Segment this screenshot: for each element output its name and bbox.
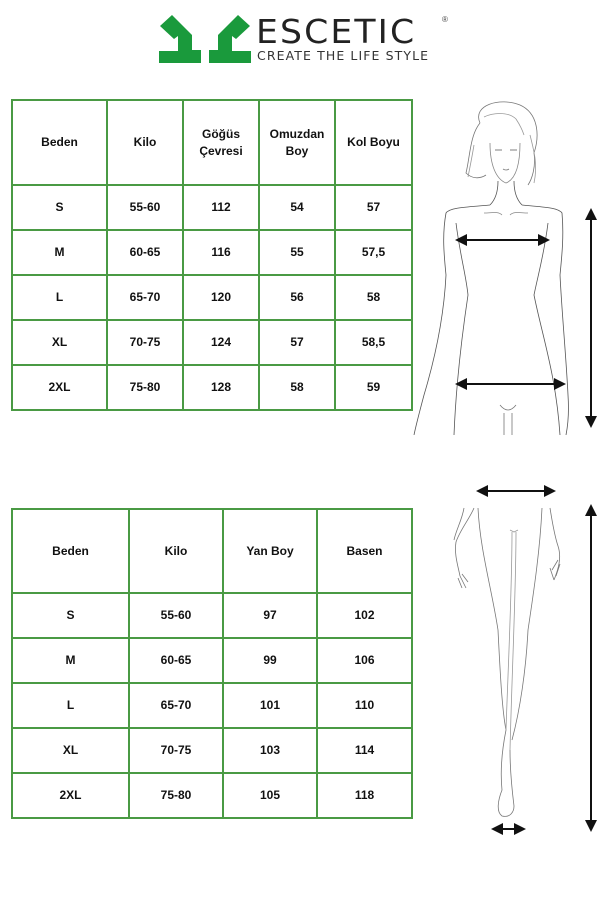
cell-hip: 114 <box>317 728 412 773</box>
cell-weight: 55-60 <box>129 593 223 638</box>
cell-size: L <box>12 275 107 320</box>
cell-shoulder-length: 56 <box>259 275 335 320</box>
cell-size: XL <box>12 320 107 365</box>
brand-name: ESCETIC <box>256 12 417 51</box>
cell-hip: 110 <box>317 683 412 728</box>
header-basen: Basen <box>317 509 412 593</box>
table-row <box>12 593 412 638</box>
registered-mark: ® <box>442 15 448 24</box>
header-label: Kol Boyu <box>347 135 400 149</box>
cell-side-length: 101 <box>223 683 317 728</box>
table-row <box>12 773 412 818</box>
cell-side-length: 103 <box>223 728 317 773</box>
cell-sleeve-length: 57,5 <box>335 230 412 275</box>
cell-weight: 60-65 <box>107 230 183 275</box>
table-row <box>12 185 412 230</box>
logo-mark-icon <box>158 14 252 66</box>
cell-side-length: 99 <box>223 638 317 683</box>
cell-weight: 75-80 <box>107 365 183 410</box>
table-row <box>12 638 412 683</box>
cell-size: S <box>12 185 107 230</box>
header-label: Beden <box>41 135 78 149</box>
cell-side-length: 105 <box>223 773 317 818</box>
cell-chest: 112 <box>183 185 259 230</box>
cell-size: M <box>12 230 107 275</box>
bottom-size-table <box>11 508 413 819</box>
header-yan-boy: Yan Boy <box>223 509 317 593</box>
table-row <box>12 683 412 728</box>
table-row <box>12 275 412 320</box>
header-beden: Beden <box>12 509 129 593</box>
cell-sleeve-length: 57 <box>335 185 412 230</box>
brand-logo <box>158 14 458 66</box>
cell-weight: 60-65 <box>129 638 223 683</box>
cell-weight: 65-70 <box>129 683 223 728</box>
cell-chest: 124 <box>183 320 259 365</box>
cell-shoulder-length: 57 <box>259 320 335 365</box>
cell-size: S <box>12 593 129 638</box>
cell-hip: 106 <box>317 638 412 683</box>
cell-shoulder-length: 58 <box>259 365 335 410</box>
upper-body-figure-icon <box>410 95 600 435</box>
cell-chest: 116 <box>183 230 259 275</box>
cell-shoulder-length: 54 <box>259 185 335 230</box>
table-row <box>12 230 412 275</box>
header-label: Omuzdan <box>269 126 325 141</box>
lower-body-figure-icon <box>430 470 600 850</box>
cell-chest: 128 <box>183 365 259 410</box>
table-header-row <box>12 509 412 593</box>
cell-size: 2XL <box>12 773 129 818</box>
cell-size: M <box>12 638 129 683</box>
cell-size: XL <box>12 728 129 773</box>
top-size-table <box>11 99 413 411</box>
header-label: Çevresi <box>199 143 243 158</box>
cell-sleeve-length: 58,5 <box>335 320 412 365</box>
cell-sleeve-length: 59 <box>335 365 412 410</box>
header-omuzdan-boy <box>259 100 335 185</box>
header-label: Göğüs <box>202 126 240 141</box>
cell-hip: 102 <box>317 593 412 638</box>
cell-weight: 75-80 <box>129 773 223 818</box>
table-row <box>12 320 412 365</box>
table-row <box>12 728 412 773</box>
cell-size: L <box>12 683 129 728</box>
header-kol-boyu <box>335 100 412 185</box>
cell-chest: 120 <box>183 275 259 320</box>
brand-tagline: CREATE THE LIFE STYLE <box>257 48 430 63</box>
cell-sleeve-length: 58 <box>335 275 412 320</box>
cell-shoulder-length: 55 <box>259 230 335 275</box>
table-row <box>12 365 412 410</box>
cell-size: 2XL <box>12 365 107 410</box>
table-header-row <box>12 100 412 185</box>
header-kilo: Kilo <box>129 509 223 593</box>
cell-weight: 70-75 <box>107 320 183 365</box>
cell-side-length: 97 <box>223 593 317 638</box>
header-kilo <box>107 100 183 185</box>
cell-hip: 118 <box>317 773 412 818</box>
header-label: Kilo <box>133 135 157 149</box>
cell-weight: 70-75 <box>129 728 223 773</box>
header-beden <box>12 100 107 185</box>
header-gogus-cevresi <box>183 100 259 185</box>
header-label: Boy <box>285 143 309 158</box>
cell-weight: 65-70 <box>107 275 183 320</box>
cell-weight: 55-60 <box>107 185 183 230</box>
